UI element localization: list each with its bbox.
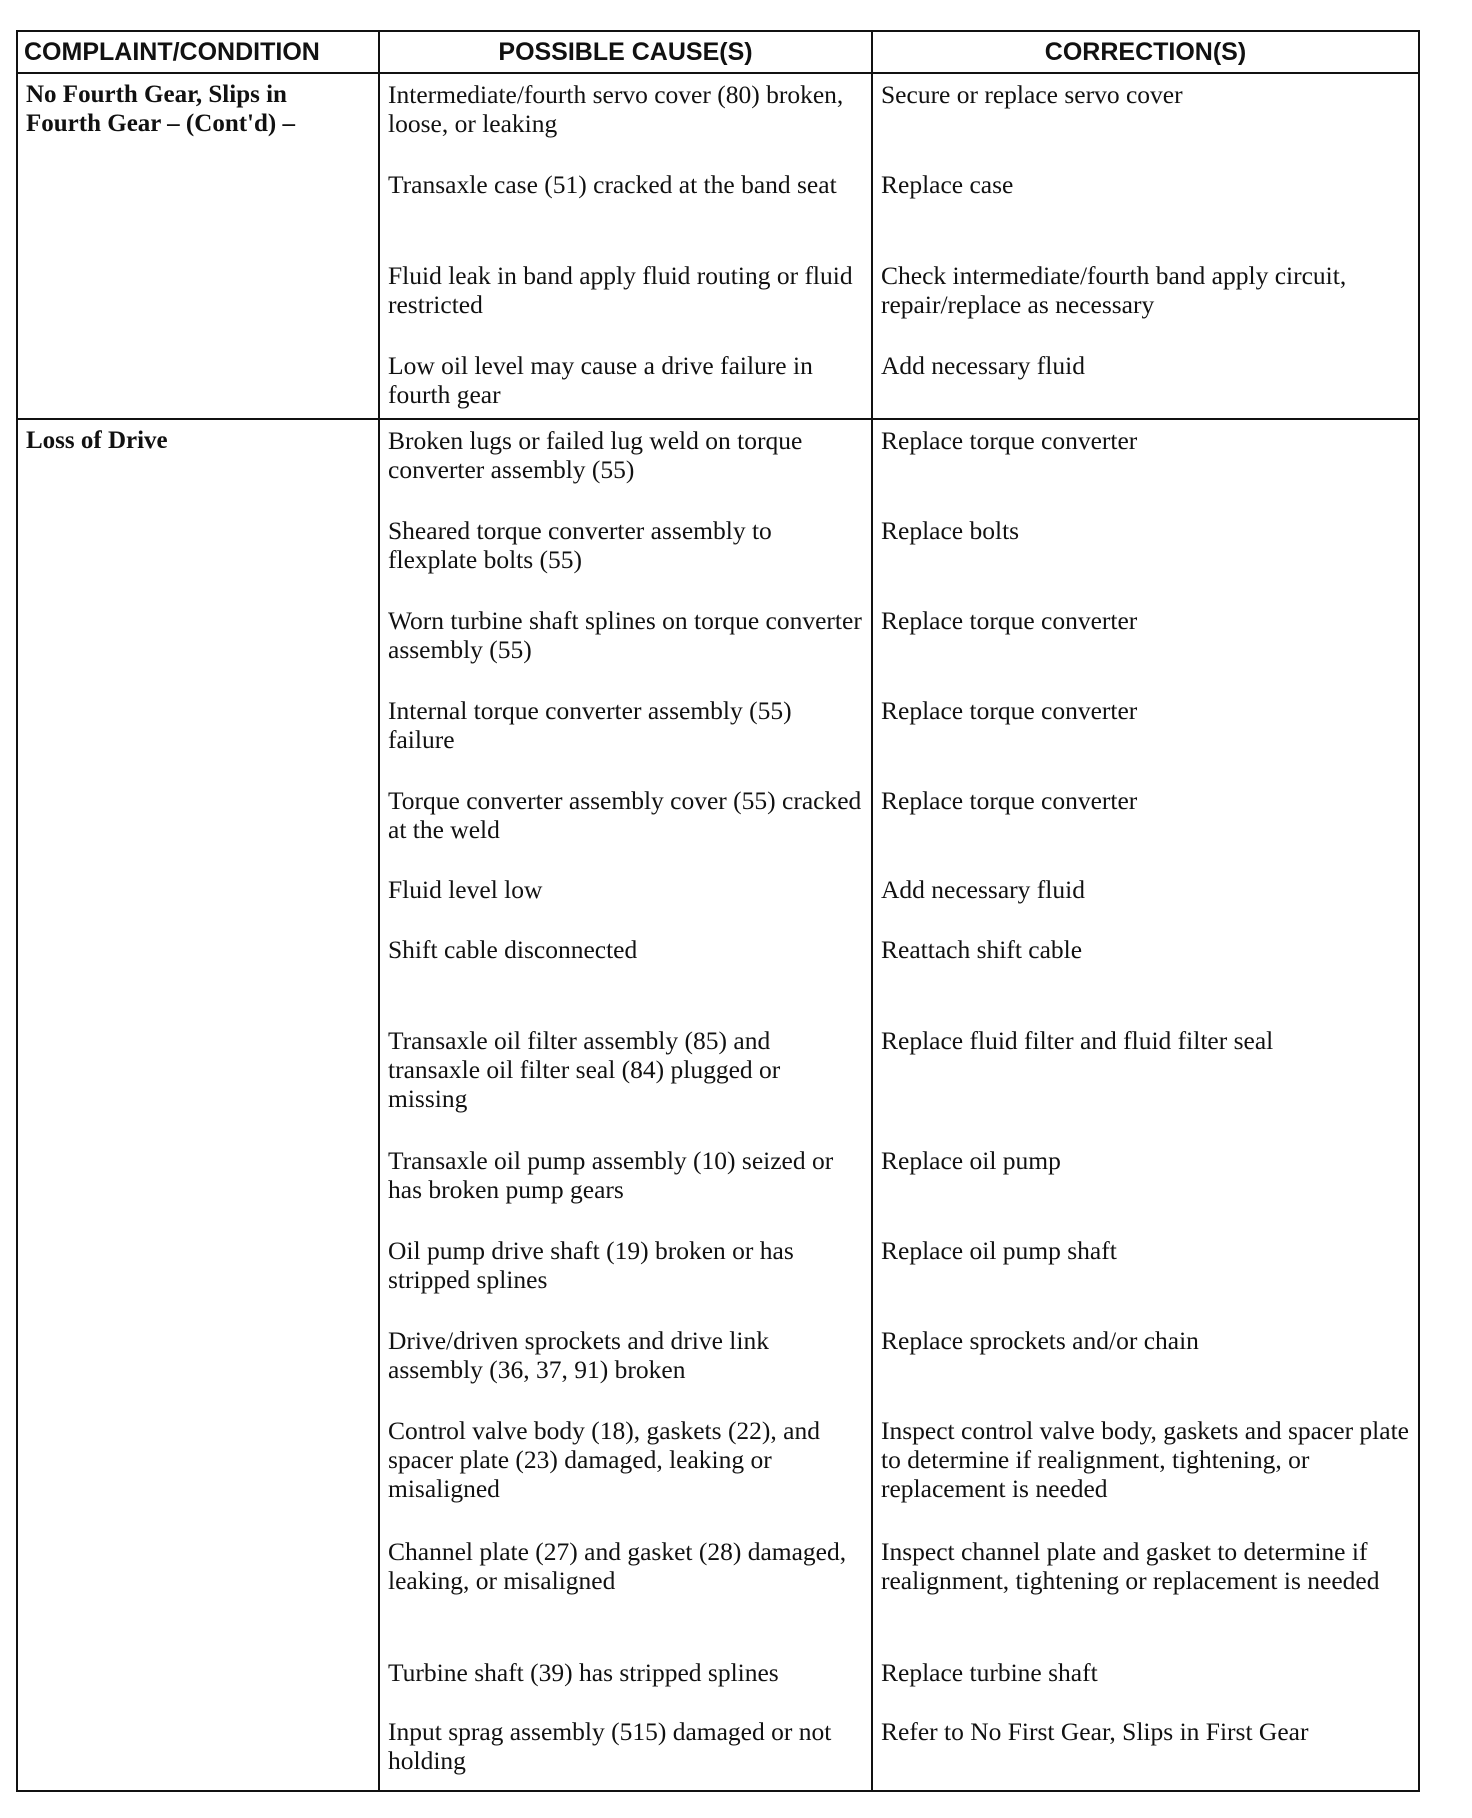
correction-entry: Replace fluid filter and fluid filter seal xyxy=(881,1026,1274,1055)
cause-entry: Transaxle oil filter assembly (85) and transaxle oil filter seal (84) plugged or missing xyxy=(388,1026,781,1113)
cause-entry: Worn turbine shaft splines on torque converter assembly (55) xyxy=(388,606,862,664)
cause-entry: Sheared torque converter assembly to flexplate bolts (55) xyxy=(388,516,772,574)
correction-entry: Replace oil pump shaft xyxy=(881,1236,1117,1265)
cause-entry: Shift cable disconnected xyxy=(388,935,638,964)
condition-label: Loss of Drive xyxy=(26,427,168,454)
cause-cell xyxy=(379,73,872,419)
cause-list xyxy=(388,426,863,1775)
correction-entry: Replace torque converter xyxy=(881,696,1138,725)
correction-entry: Add necessary fluid xyxy=(881,875,1085,904)
cause-entry: Internal torque converter assembly (55) failure xyxy=(388,696,792,754)
correction-entry: Check intermediate/fourth band apply circuit, repair/replace as necessary xyxy=(881,261,1347,319)
section-row-fourth-gear xyxy=(17,73,1419,419)
correction-entry: Secure or replace servo cover xyxy=(881,80,1183,109)
cause-entry: Intermediate/fourth servo cover (80) broken, loose, or leaking xyxy=(388,80,844,138)
correction-entry: Add necessary fluid xyxy=(881,351,1085,380)
correction-entry: Replace torque converter xyxy=(881,786,1138,815)
cause-entry: Torque converter assembly cover (55) cracked at the weld xyxy=(388,786,862,844)
correction-entry: Refer to No First Gear, Slips in First Gear xyxy=(881,1717,1309,1746)
correction-entry: Replace case xyxy=(881,170,1014,199)
correction-entry: Replace oil pump xyxy=(881,1146,1061,1175)
cause-entry: Turbine shaft (39) has stripped splines xyxy=(388,1658,779,1687)
correction-cell xyxy=(872,419,1419,1791)
correction-cell xyxy=(872,73,1419,419)
header-condition: COMPLAINT/CONDITION xyxy=(17,31,379,73)
cause-entry: Broken lugs or failed lug weld on torque converter assembly (55) xyxy=(388,426,803,484)
cause-cell xyxy=(379,419,872,1791)
correction-entry: Inspect control valve body, gaskets and spacer plate to determine if realignment, tightening, or replacement is needed xyxy=(881,1416,1409,1503)
correction-list xyxy=(881,426,1410,1746)
section-row-loss-of-drive xyxy=(17,419,1419,1791)
cause-entry: Oil pump drive shaft (19) broken or has stripped splines xyxy=(388,1236,794,1294)
cause-entry: Channel plate (27) and gasket (28) damaged, leaking, or misaligned xyxy=(388,1537,847,1595)
correction-entry: Replace torque converter xyxy=(881,426,1138,455)
correction-entry: Replace bolts xyxy=(881,516,1020,545)
correction-entry: Inspect channel plate and gasket to determine if realignment, tightening or replacement is needed xyxy=(881,1537,1380,1595)
cause-entry: Input sprag assembly (515) damaged or not holding xyxy=(388,1717,832,1775)
diagnosis-table xyxy=(16,30,1420,1792)
cause-entry: Transaxle oil pump assembly (10) seized or has broken pump gears xyxy=(388,1146,834,1204)
cause-entry: Transaxle case (51) cracked at the band seat xyxy=(388,170,837,199)
cause-entry: Fluid leak in band apply fluid routing or fluid restricted xyxy=(388,261,853,319)
header-cause: POSSIBLE CAUSE(S) xyxy=(379,31,872,73)
condition-label: No Fourth Gear, Slips in Fourth Gear – (Cont'd) – xyxy=(26,81,295,137)
cause-list xyxy=(388,80,863,409)
condition-cell xyxy=(17,419,379,1791)
correction-entry: Replace sprockets and/or chain xyxy=(881,1326,1199,1355)
cause-entry: Drive/driven sprockets and drive link assembly (36, 37, 91) broken xyxy=(388,1326,769,1384)
correction-entry: Replace turbine shaft xyxy=(881,1658,1098,1687)
cause-entry: Low oil level may cause a drive failure in fourth gear xyxy=(388,351,813,409)
header-row xyxy=(17,31,1419,73)
correction-entry: Reattach shift cable xyxy=(881,935,1083,964)
correction-entry: Replace torque converter xyxy=(881,606,1138,635)
cause-entry: Control valve body (18), gaskets (22), and spacer plate (23) damaged, leaking or misaligned xyxy=(388,1416,820,1503)
correction-list xyxy=(881,80,1410,380)
cause-entry: Fluid level low xyxy=(388,875,543,904)
header-correction: CORRECTION(S) xyxy=(872,31,1419,73)
condition-cell xyxy=(17,73,379,419)
